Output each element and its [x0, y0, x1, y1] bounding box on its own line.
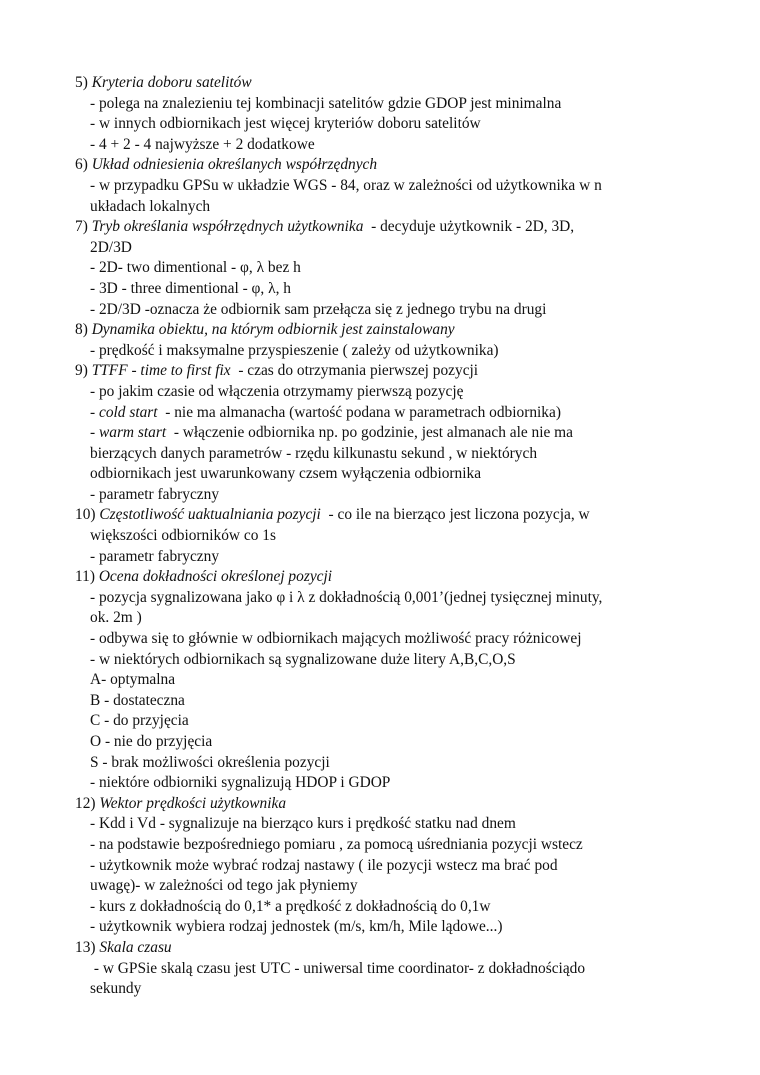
section-5-line-1: - polega na znalezieniu tej kombinacji satelitów gdzie GDOP jest minimalna [90, 94, 562, 112]
section-11-letter-o: O - nie do przyjęcia [90, 733, 213, 750]
section-title: Skala czasu [99, 938, 172, 956]
section-13-line-1b: sekundy [90, 980, 142, 998]
section-5-line-2: - w innych odbiornikach jest więcej kryteriów doboru satelitów [90, 115, 481, 133]
section-number: 13) [75, 938, 96, 956]
section-number: 9) [75, 362, 88, 380]
section-6-line-1b: układach lokalnych [90, 197, 211, 215]
section-number: 11) [75, 568, 95, 586]
section-13-heading [75, 938, 695, 959]
section-number: 5) [75, 74, 88, 91]
section-title: TTFF - time to first fix [91, 362, 231, 380]
term-description: - nie ma almanacha (wartość podana w parametrach odbiornika) [157, 403, 561, 421]
section-9-cold-start [75, 403, 695, 424]
section-title: Dynamika obiektu, na którym odbiornik jest zainstalowany [91, 321, 455, 339]
section-11-line-1b: ok. 2m ) [90, 609, 142, 627]
section-number: 10) [75, 506, 96, 524]
term: warm start [98, 424, 167, 442]
section-number: 6) [75, 156, 88, 174]
section-title: Kryteria doboru satelitów [91, 74, 252, 91]
section-12-line-3a: - użytkownik może wybrać rodzaj nastawy ( ile pozycji wstecz ma brać pod [90, 856, 558, 874]
section-7-heading-cont: 2D/3D [90, 238, 132, 256]
document-content [75, 73, 695, 1000]
section-12-line-3b: uwagę)- w zależności od tego jak płyniemy [90, 877, 358, 895]
section-7-heading [75, 217, 695, 238]
section-12-line-1: - Kdd i Vd - sygnalizuje na bierząco kurs i prędkość statku nad dnem [90, 815, 516, 833]
section-5-line-3: - 4 + 2 - 4 najwyższe + 2 dodatkowe [90, 135, 315, 153]
section-6-line-1a: - w przypadku GPSu w układzie WGS - 84, oraz w zależności od użytkownika w n [90, 176, 602, 194]
section-11-line-4: - niektóre odbiorniki sygnalizują HDOP i GDOP [90, 774, 391, 792]
section-7-line-3: - 2D/3D -oznacza że odbiornik sam przełącza się z jednego trybu na drugi [90, 300, 547, 318]
section-9-warm-start-2: bierzących danych parametrów - rzędu kilkunastu sekund , w niektórych [90, 444, 538, 462]
dash: - [90, 424, 99, 442]
section-title: Układ odniesienia określanych współrzędnych [91, 156, 378, 174]
section-5-heading [75, 73, 695, 94]
term-description: - włączenie odbiornika np. po godzinie, jest almanach ale nie ma [166, 424, 573, 442]
section-number: 12) [75, 794, 96, 812]
section-title: Wektor prędkości użytkownika [99, 794, 287, 812]
section-10-line-1: - parametr fabryczny [90, 547, 220, 565]
section-12-line-4: - kurs z dokładnością do 0,1* a prędkość z dokładnością do 0,1w [90, 897, 491, 915]
section-11-letter-s: S - brak możliwości określenia pozycji [90, 753, 330, 771]
section-11-heading [75, 567, 695, 588]
section-9-warm-start-3: odbiornikach jest uwarunkowany czsem wyłączenia odbiornika [90, 465, 482, 483]
section-12-heading [75, 794, 695, 815]
dash: - [90, 403, 99, 421]
section-title: Częstotliwość uaktualniania pozycji [99, 506, 321, 524]
section-10-heading-cont: większości odbiorników co 1s [90, 527, 276, 545]
section-8-heading [75, 320, 695, 341]
section-9-line-4: - parametr fabryczny [90, 485, 220, 503]
section-11-line-2: - odbywa się to głównie w odbiornikach mających możliwość pracy różnicowej [90, 630, 582, 648]
section-6-heading [75, 155, 695, 176]
section-11-letter-a: A- optymalna [90, 671, 176, 689]
section-7-line-2: - 3D - three dimentional - φ, λ, h [90, 279, 291, 297]
section-11-line-3: - w niektórych odbiornikach są sygnalizowane duże litery A,B,C,O,S [90, 650, 516, 668]
section-11-line-1a: - pozycja sygnalizowana jako φ i λ z dokładnością 0,001’(jednej tysięcznej minuty, [90, 588, 603, 606]
section-number: 7) [75, 218, 88, 236]
section-10-heading-rest: - co ile na bierząco jest liczona pozycja, w [320, 506, 590, 524]
section-12-line-2: - na podstawie bezpośredniego pomiaru , za pomocą uśredniania pozycji wstecz [90, 835, 583, 853]
section-title: Tryb określania współrzędnych użytkownika [91, 218, 364, 236]
section-12-line-5: - użytkownik wybiera rodzaj jednostek (m/s, km/h, Mile lądowe...) [90, 918, 503, 936]
section-13-line-1a: - w GPSie skalą czasu jest UTC - uniwersal time coordinator- z dokładnościądo [90, 959, 586, 977]
section-11-letter-c: C - do przyjęcia [90, 712, 189, 730]
section-9-warm-start [75, 423, 695, 444]
section-9-heading [75, 361, 695, 382]
section-8-line-1: - prędkość i maksymalne przyspieszenie ( zależy od użytkownika) [90, 341, 499, 359]
section-number: 8) [75, 321, 88, 339]
section-9-heading-rest: - czas do otrzymania pierwszej pozycji [230, 362, 479, 380]
section-title: Ocena dokładności określonej pozycji [98, 568, 333, 586]
section-7-line-1: - 2D- two dimentional - φ, λ bez h [90, 259, 301, 277]
section-11-letter-b: B - dostateczna [90, 691, 185, 709]
section-9-line-1: - po jakim czasie od włączenia otrzymamy pierwszą pozycję [90, 382, 464, 400]
term: cold start [98, 403, 158, 421]
section-7-heading-rest: - decyduje użytkownik - 2D, 3D, [363, 218, 575, 236]
section-10-heading [75, 505, 695, 526]
